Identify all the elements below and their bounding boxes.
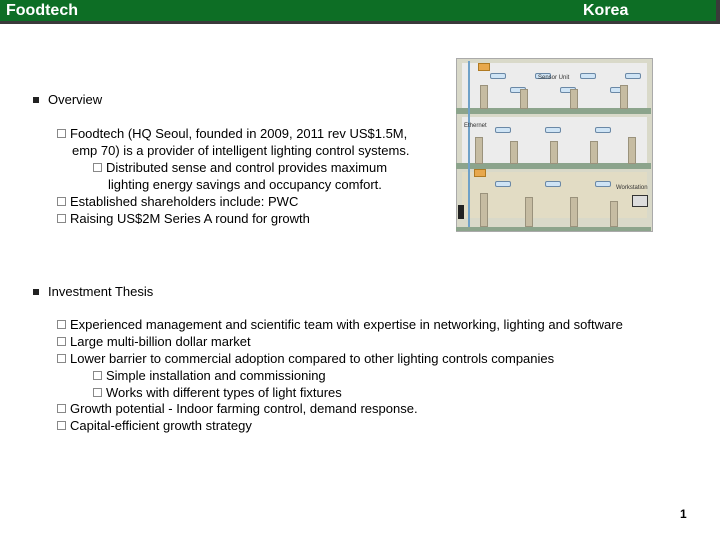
lamp-icon (625, 73, 641, 79)
thesis-title: Investment Thesis (48, 284, 154, 299)
network-tag-icon (474, 169, 486, 177)
lamp-icon (495, 127, 511, 133)
checkbox-bullet-icon (57, 421, 66, 430)
page-number: 1 (680, 507, 687, 521)
checkbox-bullet-icon (57, 404, 66, 413)
network-cable (468, 61, 470, 227)
server-icon (458, 205, 464, 219)
ethernet-label: Ethernet (464, 123, 487, 129)
lamp-icon (495, 181, 511, 187)
cubicle-panel (525, 197, 533, 227)
lamp-icon (545, 127, 561, 133)
overview-subitem: Distributed sense and control provides maximum (93, 160, 387, 176)
overview-item: Established shareholders include: PWC (57, 194, 298, 210)
thesis-subitem: Works with different types of light fixtures (93, 385, 342, 401)
cubicle-panel (480, 85, 488, 109)
building-illustration (450, 55, 666, 237)
company-title: Foodtech (6, 2, 78, 19)
thesis-item: Capital-efficient growth strategy (57, 418, 252, 434)
checkbox-bullet-icon (57, 129, 66, 138)
lamp-icon (595, 181, 611, 187)
cubicle-panel (475, 137, 483, 164)
cubicle-panel (610, 201, 618, 227)
overview-item: Raising US$2M Series A round for growth (57, 211, 310, 227)
checkbox-bullet-icon (57, 354, 66, 363)
network-tag-icon (478, 63, 490, 71)
floor-slab (456, 227, 651, 231)
thesis-bullet-icon (33, 289, 39, 295)
checkbox-bullet-icon (93, 371, 102, 380)
sensor-unit-label: Sensor Unit (538, 75, 570, 81)
title-bar (0, 0, 720, 24)
cubicle-panel (570, 197, 578, 227)
cubicle-panel (590, 141, 598, 164)
overview-bullet-icon (33, 97, 39, 103)
checkbox-bullet-icon (93, 163, 102, 172)
checkbox-bullet-icon (57, 337, 66, 346)
lamp-icon (545, 181, 561, 187)
cubicle-panel (628, 137, 636, 164)
workstation-monitor-icon (632, 195, 648, 207)
lamp-icon (490, 73, 506, 79)
cubicle-panel (480, 193, 488, 227)
floor-1-ceiling (462, 172, 647, 218)
workstation-label: Workstation (616, 185, 648, 191)
thesis-subitem: Simple installation and commissioning (93, 368, 326, 384)
cubicle-panel (520, 89, 528, 109)
overview-subitem-continued: lighting energy savings and occupancy comfort. (108, 177, 382, 192)
checkbox-bullet-icon (93, 388, 102, 397)
overview-title: Overview (48, 92, 103, 107)
thesis-item: Experienced management and scientific team with expertise in networking, lighting and software (57, 317, 623, 333)
checkbox-bullet-icon (57, 214, 66, 223)
thesis-item: Lower barrier to commercial adoption compared to other lighting controls companies (57, 351, 554, 367)
overview-item-continued: emp 70) is a provider of intelligent lighting control systems. (72, 143, 410, 158)
cubicle-panel (510, 141, 518, 164)
cubicle-panel (620, 85, 628, 109)
checkbox-bullet-icon (57, 320, 66, 329)
overview-item: Foodtech (HQ Seoul, founded in 2009, 2011 rev US$1.5M, (57, 126, 407, 142)
cubicle-panel (550, 141, 558, 164)
cubicle-panel (570, 89, 578, 109)
lamp-icon (595, 127, 611, 133)
country-title: Korea (583, 2, 629, 19)
thesis-item: Growth potential - Indoor farming control, demand response. (57, 401, 418, 417)
thesis-item: Large multi-billion dollar market (57, 334, 251, 350)
lamp-icon (580, 73, 596, 79)
checkbox-bullet-icon (57, 197, 66, 206)
